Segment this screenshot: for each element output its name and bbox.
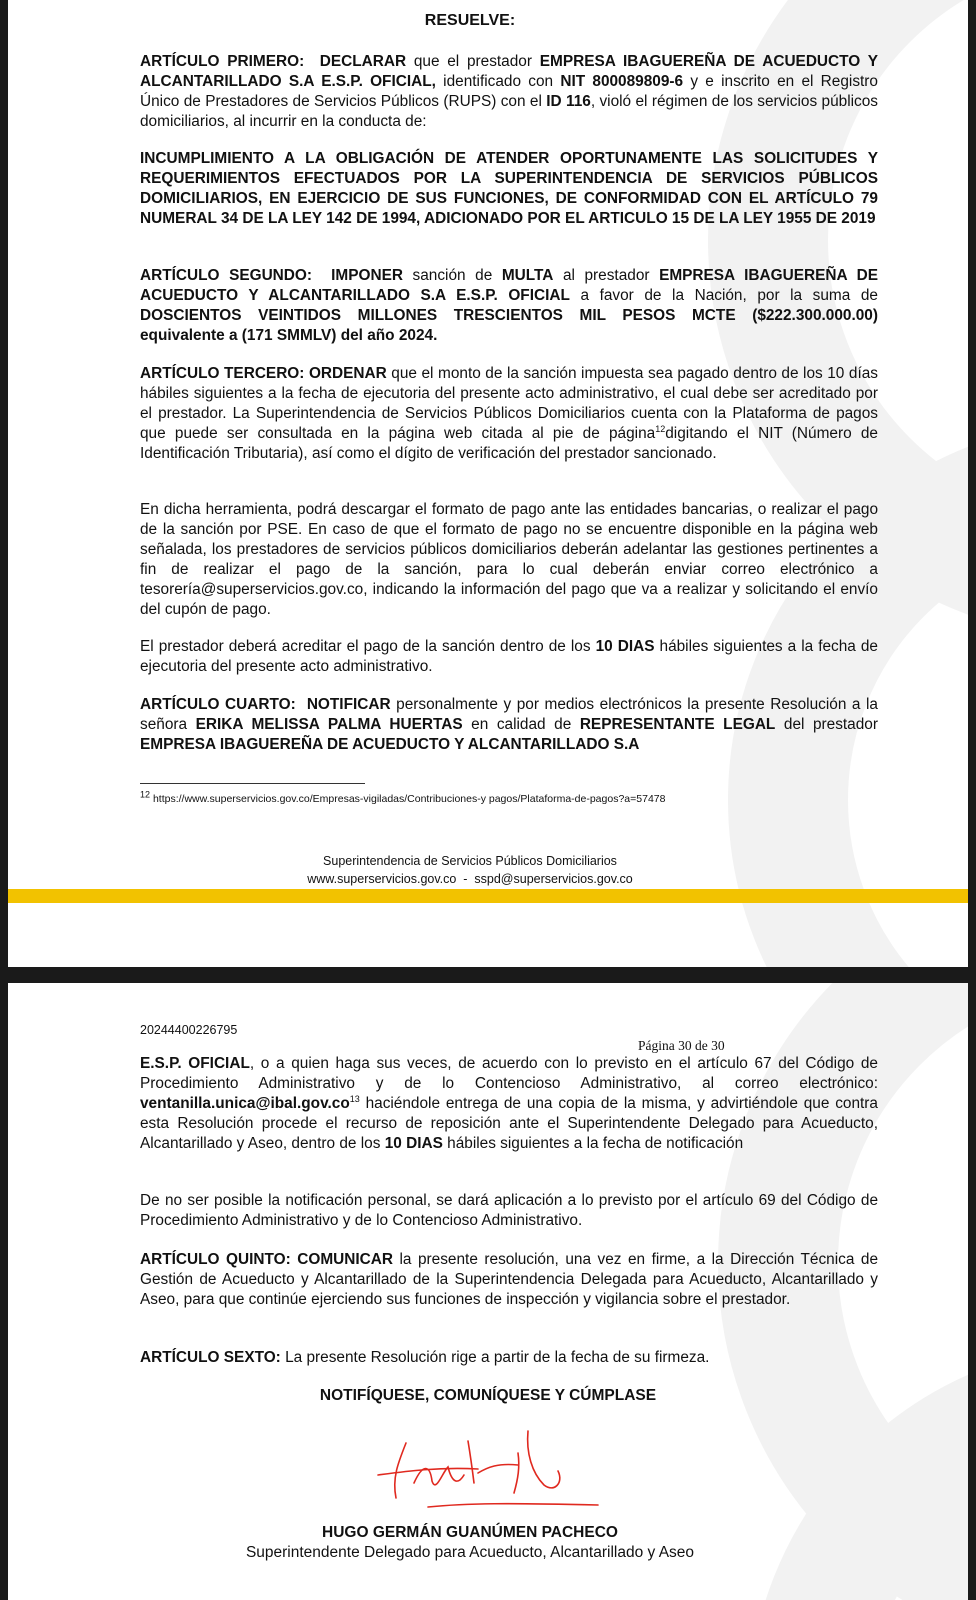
article-label: ARTÍCULO QUINTO:	[140, 1251, 291, 1268]
resolve-heading: RESUELVE:	[424, 12, 516, 29]
article-first: ARTÍCULO PRIMERO: DECLARAR que el prestador EMPRESA IBAGUEREÑA DE ACUEDUCTO Y ALCANTARILLADO S.A E.S.P. OFICIAL, identificado con NIT 800089809-6 y e inscrito en el Registro Único de Prestadores de Servicios Públicos (RUPS) con el ID 116, violó el régimen de los servicios públicos domiciliarios, al incurrir en la conducta de:	[140, 53, 878, 130]
representative-role: REPRESENTANTE LEGAL	[579, 716, 776, 733]
article-verb: IMPONER	[331, 267, 403, 284]
article-verb: NOTIFICAR	[306, 696, 391, 713]
notification-email: ventanilla.unica@ibal.gov.co	[140, 1095, 350, 1112]
days-value: 10 DIAS	[595, 638, 655, 655]
company-name: EMPRESA IBAGUEREÑA DE ACUEDUCTO Y ALCANTARILLADO S.A	[140, 736, 640, 753]
article-second: ARTÍCULO SEGUNDO: IMPONER sanción de MULTA al prestador EMPRESA IBAGUEREÑA DE ACUEDUCTO Y ALCANTARILLADO S.A E.S.P. OFICIAL a favor de la Nación, por la suma de DOSCIENTOS VEINTIDOS MILLONES TRESCIENTOS MIL PESOS MCTE ($222.300.000.00) equivalente a (171 SMMLV) del año 2024.	[140, 267, 878, 344]
payment-tool-paragraph: En dicha herramienta, podrá descargar el formato de pago ante las entidades bancarias, o realizar el pago de la sanción por PSE. En caso de que el formato de pago no se encuentre disponible en la página web señalada, los prestadores de servicios públicos domiciliarios deberán adelantar las gestiones pertinentes a fin de realizar el pago de la sanción, para lo cual deberán enviar correo electrónico a tesorería@superservicios.gov.co, indicando la información del pago que va a realizar y solicitando el envío del cupón de pago.	[140, 501, 878, 618]
footnote-link: https://www.superservicios.gov.co/Empresas-vigiladas/Contribuciones-y pagos/Plataforma-de-pagos?a=57478	[152, 793, 666, 805]
document-page-1	[8, 0, 968, 967]
representative-name: ERIKA MELISSA PALMA HUERTAS	[195, 716, 463, 733]
footer-entity: Superintendencia de Servicios Públicos Domiciliarios	[323, 854, 617, 868]
radicado-number: 20244400226795	[140, 1023, 238, 1037]
personal-notification-paragraph: De no ser posible la notificación personal, se dará aplicación a lo previsto por el artículo 69 del Código de Procedimiento Administrativo y de lo Contencioso Administrativo.	[140, 1192, 878, 1229]
signature	[368, 1423, 608, 1523]
footer-accent-bar	[8, 889, 968, 903]
notification-continuation: E.S.P. OFICIAL, o a quien haga sus veces, de acuerdo con lo previsto en el artículo 67 del Código de Procedimiento Administrativo y de lo Contencioso Administrativo, al correo electrónico: $ventanilla.unica@ibal.gov.co^{13}$ haciéndole entrega de una copia de la misma, y advirtiéndole que contra esta Resolución procede el recurso de reposición ante el Superintendente Delegado para Acueducto, Alcantarillado y Aseo, dentro de los 10 DIAS hábiles siguientes a la fecha de notificación	[140, 1055, 878, 1152]
document-page-2	[8, 983, 968, 1600]
footnote-ref: 13	[349, 1093, 360, 1104]
rups-id: ID 116	[546, 93, 591, 110]
article-label: ARTÍCULO TERCERO:	[140, 365, 305, 382]
footnote-ref: 12	[655, 423, 666, 434]
page-number: Página 30 de 30	[638, 1038, 725, 1053]
nit-value: NIT 800089809-6	[560, 73, 684, 90]
signer-name: HUGO GERMÁN GUANÚMEN PACHECO	[322, 1524, 618, 1541]
multa-label: MULTA	[501, 267, 554, 284]
accredit-paragraph: El prestador deberá acreditar el pago de la sanción dentro de los 10 DIAS hábiles siguientes a la fecha de ejecutoria del presente acto administrativo.	[140, 638, 878, 675]
footer-contact: www.superservicios.gov.co - sspd@superservicios.gov.co	[307, 872, 633, 886]
footnote	[140, 789, 878, 806]
article-verb: COMUNICAR	[297, 1251, 393, 1268]
article-label: ARTÍCULO PRIMERO:	[140, 53, 305, 70]
article-label: ARTÍCULO SEXTO:	[140, 1349, 281, 1366]
company-name: EMPRESA IBAGUEREÑA DE ACUEDUCTO Y ALCANTARILLADO S.A E.S.P. OFICIAL	[140, 267, 878, 304]
signer-title: Superintendente Delegado para Acueducto, Alcantarillado y Aseo	[245, 1544, 695, 1561]
closing-formula: NOTIFÍQUESE, COMUNÍQUESE Y CÚMPLASE	[319, 1387, 657, 1404]
footnote-number: 12	[140, 789, 151, 800]
article-sixth: ARTÍCULO SEXTO: La presente Resolución rige a partir de la fecha de su firmeza.	[140, 1349, 710, 1366]
footnote-divider	[140, 783, 365, 784]
company-name: E.S.P. OFICIAL	[140, 1055, 250, 1072]
article-fifth: ARTÍCULO QUINTO: COMUNICAR la presente resolución, una vez en firme, a la Dirección Técnica de Gestión de Acueducto y Alcantarillado de la Superintendencia Delegada para Acueducto, Alcantarillado y Aseo, para que continúe ejerciendo sus funciones de inspección y vigilancia sobre el prestador.	[140, 1251, 879, 1308]
article-label: ARTÍCULO SEGUNDO:	[140, 267, 313, 284]
article-label: ARTÍCULO CUARTO:	[140, 696, 296, 713]
days-value: 10 DIAS	[384, 1135, 443, 1152]
article-verb: ORDENAR	[308, 365, 387, 382]
fine-amount: DOSCIENTOS VEINTIDOS MILLONES TRESCIENTOS MIL PESOS MCTE ($222.300.000.00) equivalente a (171 SMMLV) del año 2024.	[140, 307, 878, 344]
conduct-statement: INCUMPLIMIENTO A LA OBLIGACIÓN DE ATENDER OPORTUNAMENTE LAS SOLICITUDES Y REQUERIMIENTOS EFECTUADOS POR LA SUPERINTENDENCIA DE SERVICIOS PÚBLICOS DOMICILIARIOS, EN EJERCICIO DE SUS FUNCIONES, DE CONFORMIDAD CON EL ARTÍCULO 79 NUMERAL 34 DE LA LEY 142 DE 1994, ADICIONADO POR EL ARTICULO 15 DE LA LEY 1955 DE 2019	[140, 150, 878, 227]
article-fourth: ARTÍCULO CUARTO: NOTIFICAR personalmente y por medios electrónicos la presente Resolución a la señora ERIKA MELISSA PALMA HUERTAS en calidad de REPRESENTANTE LEGAL del prestador EMPRESA IBAGUEREÑA DE ACUEDUCTO Y ALCANTARILLADO S.A	[140, 696, 878, 753]
article-verb: DECLARAR	[319, 53, 407, 70]
article-third: ARTÍCULO TERCERO: ORDENAR que el monto de la sanción impuesta sea pagado dentro de los 10 días hábiles siguientes a la fecha de ejecutoria del presente acto administrativo, el cual debe ser acreditado por el prestador. La Superintendencia de Servicios Públicos Domiciliarios cuenta con la Plataforma de pagos que puede ser consultada en la página web citada al pie de página$^{12}$digitando el NIT (Número de Identificación Tributaria), así como el dígito de verificación del prestador sancionado.	[140, 365, 878, 462]
company-name: EMPRESA IBAGUEREÑA DE ACUEDUCTO Y ALCANTARILLADO S.A E.S.P. OFICIAL,	[140, 53, 878, 90]
